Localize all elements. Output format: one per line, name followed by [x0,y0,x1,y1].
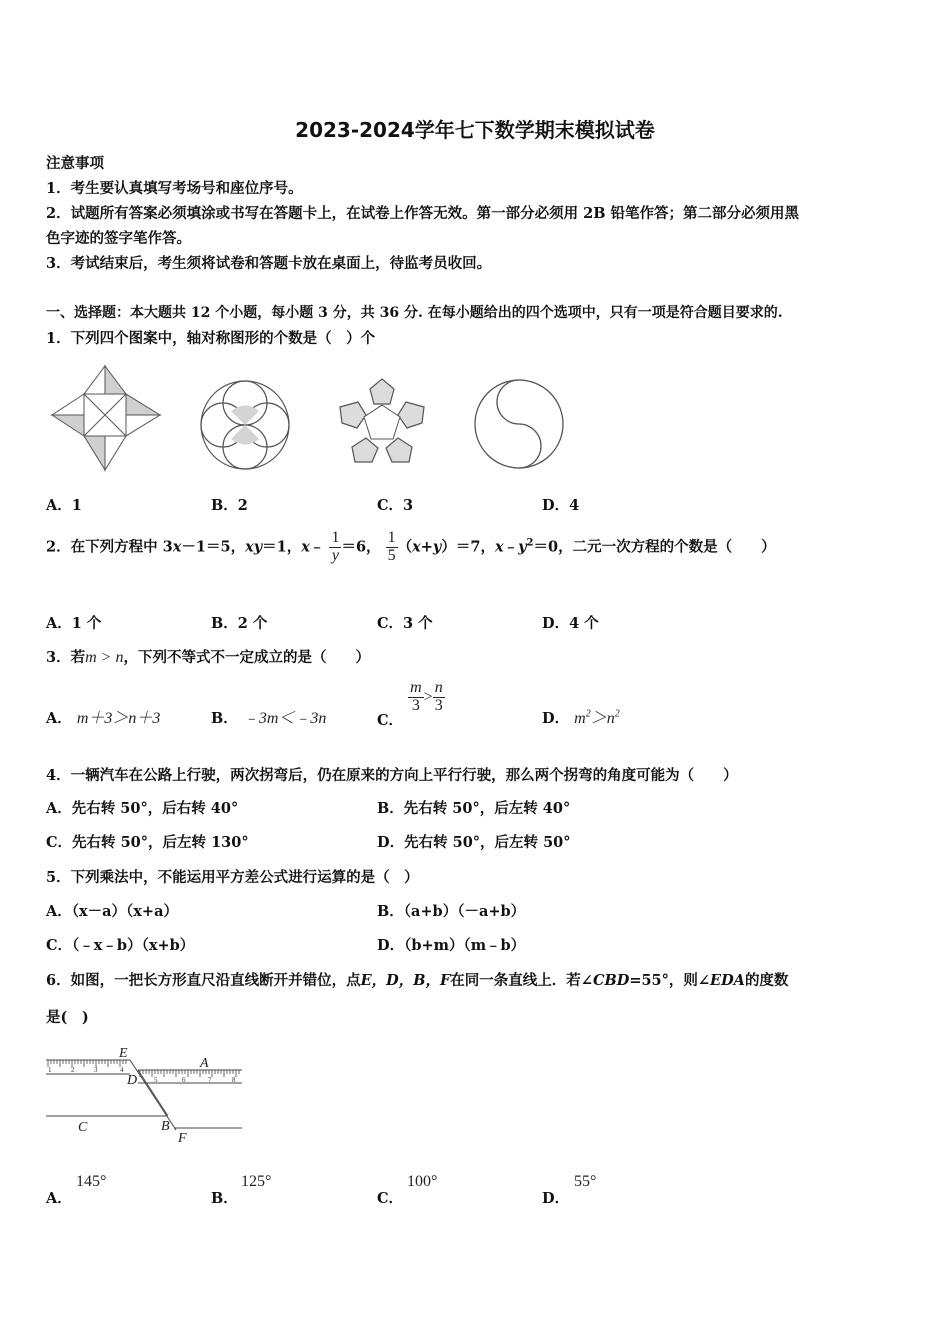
ruler-tick-label: 6 [182,1076,186,1084]
q6-option-a-value[interactable]: 145° [76,1173,107,1190]
point-label-b: B [161,1119,170,1134]
q3-option-d[interactable]: D． $m^2>n^2$ [542,708,620,727]
q5-option-a[interactable]: A．（x－a）（x+a） [46,903,178,920]
notice-item: 色字迹的签字笔作答。 [46,230,191,247]
q6-option-d-value[interactable]: 55° [574,1173,597,1190]
q6-stem-line1: 6．如图，一把长方形直尺沿直线断开并错位，点E，D，B，F在同一条直线上．若∠CBD=55°，则∠EDA的度数 [46,972,789,989]
q1-option-a[interactable]: A．1 [46,497,82,514]
q3-stem: 3．若m > n，下列不等式不一定成立的是（ ） [46,649,370,666]
q5-option-c[interactable]: C．（﹣x﹣b）（x+b） [46,937,195,954]
notice-heading: 注意事项 [46,155,104,172]
q4-option-b[interactable]: B．先右转 50°，后左转 40° [377,800,571,817]
q1-option-b[interactable]: B．2 [211,497,248,514]
q3-option-a[interactable]: A． m＋3＞n＋3 [46,710,161,727]
point-label-a: A [200,1056,209,1071]
pinwheel-figure [50,364,162,472]
ruler-tick-label: 4 [120,1066,124,1074]
q5-option-d[interactable]: D．（b+m）（m﹣b） [377,937,526,954]
q5-stem: 5．下列乘法中，不能运用平方差公式进行运算的是（ ） [46,869,419,886]
point-label-c: C [78,1120,88,1135]
q6-option-d-label[interactable]: D． [542,1190,570,1207]
point-label-f: F [178,1131,187,1146]
fraction-1-over-5: $\frac{1}{5}$ [387,529,396,564]
yin-yang-figure [472,377,566,471]
point-label-d: D [127,1073,138,1088]
q4-stem: 4．一辆汽车在公路上行驶，两次拐弯后，仍在原来的方向上平行行驶，那么两个拐弯的角度可能为（ ） [46,767,738,784]
ruler-tick-label: 1 [48,1066,52,1074]
q3-option-b[interactable]: B． ﹣3m＜﹣3n [211,710,327,727]
ruler-figure [44,1040,246,1146]
q2-option-a[interactable]: A．1 个 [46,615,102,632]
pentagon-figure [334,377,430,467]
q2-option-b[interactable]: B．2 个 [211,615,268,632]
section-heading: 一、选择题：本大题共 12 个小题，每小题 3 分，共 36 分. 在每小题给出的四个选项中，只有一项是符合题目要求的. [46,305,783,321]
notice-item: 1．考生要认真填写考场号和座位序号。 [46,180,303,197]
q1-stem: 1．下列四个图案中，轴对称图形的个数是（ ）个 [46,330,376,347]
q6-option-b-label[interactable]: B． [211,1190,238,1207]
point-label-e: E [119,1046,128,1061]
fraction-1-over-y: $\frac{1}{y}$ [331,529,340,564]
notice-item: 2．试题所有答案必须填涂或书写在答题卡上，在试卷上作答无效。第一部分必须用 2B 铅笔作答；第二部分必须用黑 [46,205,800,222]
q4-option-d[interactable]: D．先右转 50°，后左转 50° [377,834,571,851]
q1-option-d[interactable]: D．4 [542,497,580,514]
q2-stem: 2．在下列方程中 3x－1＝5，xy＝1，x﹣ $\frac{1}{y}$ ＝6， $\frac{1}{5}$ （x+y）＝7，$x﹣y^2=0$，二元一次方程的个数是（ ） [46,529,776,564]
q3-option-c[interactable]: C． $\frac{m}{3}$ > $\frac{n}{3}$ [377,679,443,730]
four-circles-figure [198,378,292,472]
ruler-tick-label: 3 [94,1066,98,1074]
notice-item: 3．考试结束后，考生须将试卷和答题卡放在桌面上，待监考员收回。 [46,255,492,272]
page-title: 2023-2024学年七下数学期末模拟试卷 [295,118,655,142]
q4-option-c[interactable]: C．先右转 50°，后左转 130° [46,834,249,851]
q5-option-b[interactable]: B．（a+b）（－a+b） [377,903,526,920]
q6-stem-line2: 是( ) [46,1009,89,1026]
q6-option-b-value[interactable]: 125° [241,1173,272,1190]
q6-option-a-label[interactable]: A． [46,1190,72,1207]
q2-option-c[interactable]: C．3 个 [377,615,433,632]
ruler-tick-label: 5 [154,1076,158,1084]
q4-option-a[interactable]: A．先右转 50°，后右转 40° [46,800,239,817]
ruler-tick-label: 2 [71,1066,75,1074]
ruler-tick-label: 8 [232,1076,236,1084]
q2-option-d[interactable]: D．4 个 [542,615,599,632]
q6-option-c-label[interactable]: C． [377,1190,404,1207]
q6-option-c-value[interactable]: 100° [407,1173,438,1190]
ruler-tick-label: 7 [208,1076,212,1084]
q1-option-c[interactable]: C．3 [377,497,414,514]
